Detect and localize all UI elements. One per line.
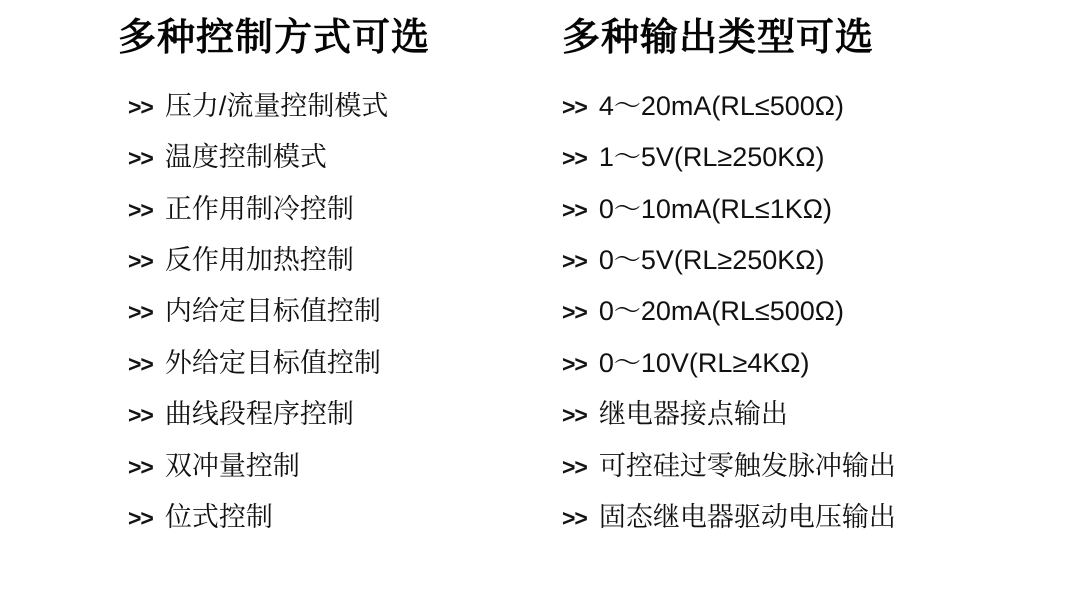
list-item-label: 0～10mA(RL≤1KΩ) [598, 193, 832, 224]
list-item [118, 347, 500, 379]
chevron-double-right-icon: >> [562, 93, 587, 120]
list-item [118, 193, 500, 225]
output-types-title: 多种输出类型可选 [562, 17, 875, 59]
chevron-double-right-icon: >> [128, 504, 153, 531]
list-item-label: 正作用制冷控制 [164, 193, 354, 224]
list-item [118, 90, 500, 122]
list-item-label: 温度控制模式 [164, 142, 327, 173]
list-item [562, 450, 1080, 482]
list-item [562, 244, 1080, 276]
list-item-label: 位式控制 [164, 501, 273, 532]
chevron-double-right-icon: >> [562, 145, 587, 172]
list-item-label: 4～20mA(RL≤500Ω) [598, 90, 844, 121]
chevron-double-right-icon: >> [128, 299, 153, 326]
control-modes-title: 多种控制方式可选 [118, 17, 431, 59]
list-item [118, 501, 500, 533]
list-item [562, 398, 1080, 430]
chevron-double-right-icon: >> [128, 196, 153, 223]
chevron-double-right-icon: >> [562, 402, 587, 429]
list-item [118, 398, 500, 430]
list-item [562, 193, 1080, 225]
list-item-label: 1～5V(RL≥250KΩ) [598, 142, 825, 173]
output-types-list [562, 90, 1080, 534]
list-item [118, 450, 500, 482]
list-item [118, 244, 500, 276]
chevron-double-right-icon: >> [562, 299, 587, 326]
chevron-double-right-icon: >> [128, 350, 153, 377]
list-item-label: 0～5V(RL≥250KΩ) [598, 244, 825, 275]
chevron-double-right-icon: >> [562, 350, 587, 377]
output-types-column [500, 18, 1080, 616]
list-item [118, 141, 500, 173]
list-item-label: 反作用加热控制 [164, 244, 354, 275]
list-item-label: 曲线段程序控制 [164, 399, 354, 430]
chevron-double-right-icon: >> [562, 504, 587, 531]
list-item [562, 347, 1080, 379]
list-item [562, 141, 1080, 173]
list-item [562, 90, 1080, 122]
list-item-label: 双冲量控制 [164, 450, 300, 481]
list-item [562, 501, 1080, 533]
list-item-label: 内给定目标值控制 [164, 296, 381, 327]
list-item [562, 295, 1080, 327]
list-item-label: 继电器接点输出 [598, 399, 788, 430]
list-item [118, 295, 500, 327]
chevron-double-right-icon: >> [128, 247, 153, 274]
chevron-double-right-icon: >> [128, 453, 153, 480]
chevron-double-right-icon: >> [128, 145, 153, 172]
list-item-label: 外给定目标值控制 [164, 347, 381, 378]
list-item-label: 压力/流量控制模式 [164, 90, 389, 121]
chevron-double-right-icon: >> [562, 453, 587, 480]
chevron-double-right-icon: >> [562, 247, 587, 274]
list-item-label: 0～10V(RL≥4KΩ) [598, 347, 810, 378]
chevron-double-right-icon: >> [562, 196, 587, 223]
control-modes-column [0, 18, 500, 616]
list-item-label: 固态继电器驱动电压输出 [598, 501, 896, 532]
chevron-double-right-icon: >> [128, 93, 153, 120]
control-modes-list [118, 90, 500, 534]
list-item-label: 可控硅过零触发脉冲输出 [598, 450, 896, 481]
chevron-double-right-icon: >> [128, 402, 153, 429]
list-item-label: 0～20mA(RL≤500Ω) [598, 296, 844, 327]
